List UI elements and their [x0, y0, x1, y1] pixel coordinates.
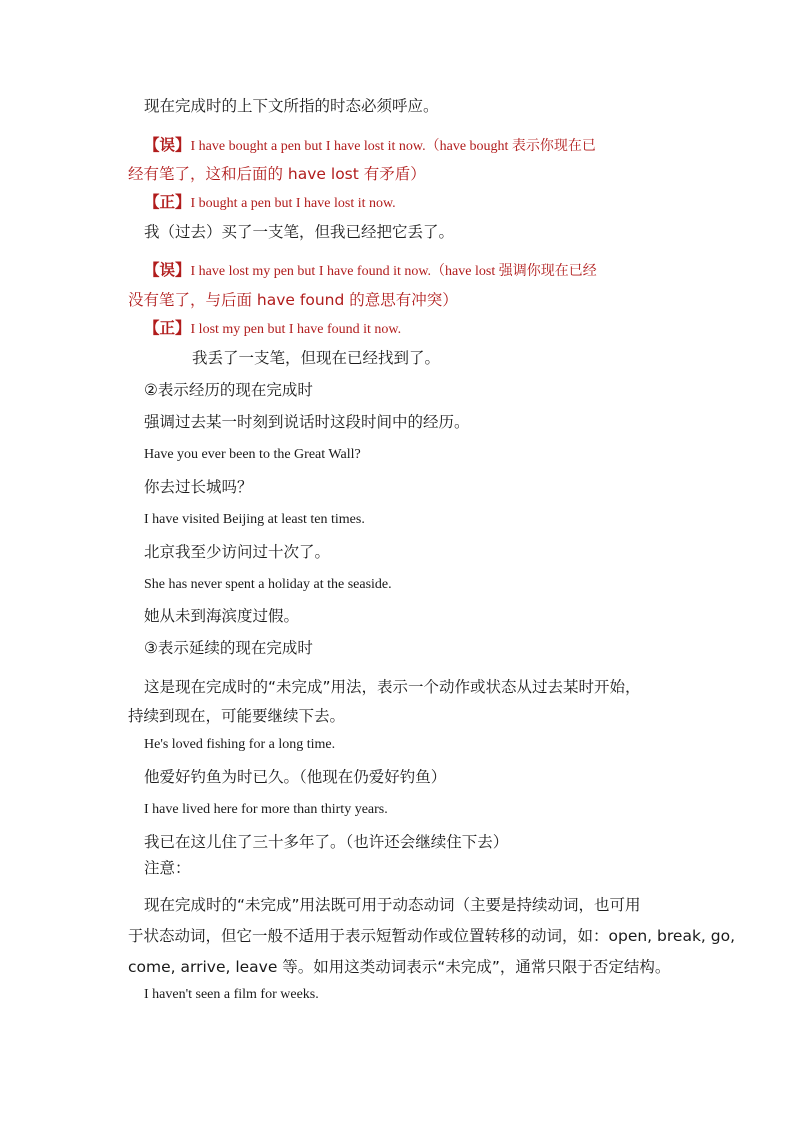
- example-beijing: I have visited Beijing at least ten times.: [144, 512, 365, 527]
- continuation-explanation: 这是现在完成时的“未完成”用法，表示一个动作或状态从过去某时开始，: [144, 678, 641, 696]
- note-paragraph-line-1: 现在完成时的“未完成”用法既可用于动态动词（主要是持续动词，也可用: [144, 896, 641, 914]
- example-seaside: She has never spent a holiday at the seaside.: [144, 577, 392, 592]
- right-example-1: [144, 192, 396, 214]
- example-great-wall: Have you ever been to the Great Wall?: [144, 447, 361, 462]
- wrong-example-1-cont: 经有笔了，这和后面的 have lost 有矛盾）: [128, 165, 426, 183]
- wrong-example-1-text: I have bought a pen but I have lost it now.（have bought 表示你现在已: [190, 139, 596, 154]
- wrong-tag: 【误】: [144, 136, 191, 154]
- section-heading-continuation: ③表示延续的现在完成时: [144, 639, 313, 657]
- example-fishing: He's loved fishing for a long time.: [144, 737, 336, 752]
- right-example-1-text: I bought a pen but I have lost it now.: [190, 196, 396, 211]
- translation-fishing: 他爱好钓鱼为时已久。（他现在仍爱好钓鱼）: [144, 768, 447, 786]
- translation-seaside: 她从未到海滨度过假。: [144, 607, 300, 625]
- example-lived: I have lived here for more than thirty years.: [144, 802, 388, 817]
- note-paragraph-line-2: 于状态动词，但它一般不适用于表示短暂动作或位置转移的动词，如：open, break, go,: [128, 927, 736, 945]
- wrong-example-2-text: I have lost my pen but I have found it now.（have lost 强调你现在已经: [190, 264, 597, 279]
- sentence-intro: 现在完成时的上下文所指的时态必须呼应。: [144, 97, 439, 115]
- translation-lived: 我已在这儿住了三十多年了。（也许还会继续住下去）: [144, 833, 509, 851]
- translation-beijing: 北京我至少访问过十次了。: [144, 543, 331, 561]
- section-heading-experience: ②表示经历的现在完成时: [144, 381, 313, 399]
- wrong-example-2-cont: 没有笔了，与后面 have found 的意思有冲突）: [128, 291, 458, 309]
- wrong-example-2: [144, 260, 597, 282]
- experience-explanation: 强调过去某一时刻到说话时这段时间中的经历。: [144, 413, 470, 431]
- wrong-tag: 【误】: [144, 261, 191, 279]
- wrong-example-1: [144, 135, 596, 157]
- example-film: I haven't seen a film for weeks.: [144, 987, 319, 1002]
- right-tag: 【正】: [144, 193, 191, 211]
- note-label: 注意：: [144, 859, 191, 877]
- translation-1: 我（过去）买了一支笔，但我已经把它丢了。: [144, 223, 455, 241]
- right-tag: 【正】: [144, 319, 191, 337]
- translation-2: 我丢了一支笔，但现在已经找到了。: [192, 349, 441, 367]
- continuation-explanation-cont: 持续到现在，可能要继续下去。: [128, 707, 346, 725]
- right-example-2: [144, 318, 401, 340]
- note-paragraph-line-3: come, arrive, leave 等。如用这类动词表示“未完成”，通常只限于否定结构。: [128, 958, 671, 976]
- right-example-2-text: I lost my pen but I have found it now.: [190, 322, 402, 337]
- translation-great-wall: 你去过长城吗？: [144, 478, 253, 496]
